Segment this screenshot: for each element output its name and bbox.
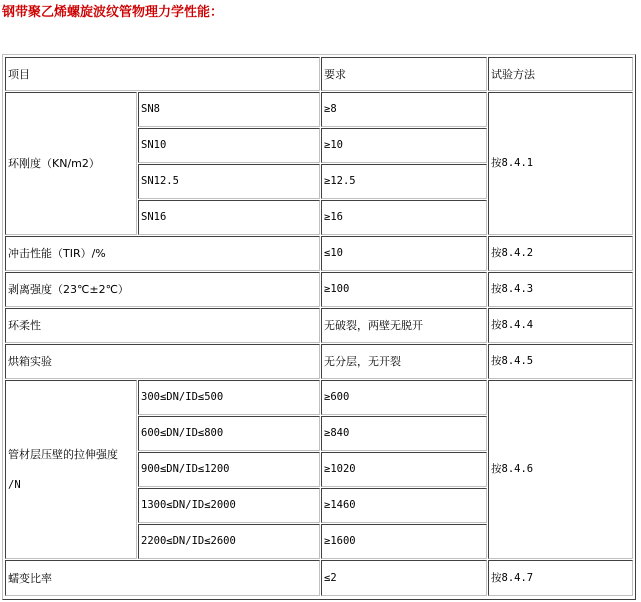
oven-method: 按8.4.5	[488, 344, 633, 379]
peel-req: ≥100	[321, 272, 487, 307]
header-requirement: 要求	[321, 57, 487, 91]
ring-stiffness-method: 按8.4.1	[488, 92, 633, 235]
ring-stiffness-req: ≥8	[321, 92, 487, 127]
oven-label: 烘箱实验	[5, 344, 320, 379]
tensile-req: ≥840	[321, 416, 487, 451]
ring-stiffness-grade: SN16	[138, 200, 320, 235]
tensile-req: ≥1600	[321, 524, 487, 559]
tensile-range: 2200≤DN/ID≤2600	[138, 524, 320, 559]
tensile-req: ≥600	[321, 380, 487, 415]
peel-label: 剥离强度（23℃±2℃）	[5, 272, 320, 307]
peel-method: 按8.4.3	[488, 272, 633, 307]
header-method: 试验方法	[488, 57, 633, 91]
tensile-label-text	[8, 440, 118, 500]
impact-label: 冲击性能（TIR）/%	[5, 236, 320, 271]
tensile-method: 按8.4.6	[488, 380, 633, 559]
tensile-label-line2: /N	[8, 478, 21, 491]
tensile-label	[5, 380, 137, 559]
ring-stiffness-grade: SN8	[138, 92, 320, 127]
tensile-label-line1: 管材层压壁的拉伸强度	[8, 447, 118, 461]
flexibility-req: 无破裂，两壁无脱开	[321, 308, 487, 343]
flexibility-method: 按8.4.4	[488, 308, 633, 343]
tensile-range: 1300≤DN/ID≤2000	[138, 488, 320, 523]
ring-stiffness-req: ≥10	[321, 128, 487, 163]
creep-req: ≤2	[321, 560, 487, 596]
ring-stiffness-label: 环刚度（KN/m2）	[5, 92, 137, 235]
tensile-range: 300≤DN/ID≤500	[138, 380, 320, 415]
creep-method: 按8.4.7	[488, 560, 633, 596]
page-title: 钢带聚乙烯螺旋波纹管物理力学性能：	[2, 5, 224, 20]
ring-stiffness-req: ≥16	[321, 200, 487, 235]
flexibility-label: 环柔性	[5, 308, 320, 343]
creep-label: 蠕变比率	[5, 560, 320, 596]
ring-stiffness-req: ≥12.5	[321, 164, 487, 199]
tensile-range: 600≤DN/ID≤800	[138, 416, 320, 451]
tensile-req: ≥1020	[321, 452, 487, 487]
ring-stiffness-grade: SN10	[138, 128, 320, 163]
tensile-req: ≥1460	[321, 488, 487, 523]
impact-method: 按8.4.2	[488, 236, 633, 271]
tensile-range: 900≤DN/ID≤1200	[138, 452, 320, 487]
ring-stiffness-grade: SN12.5	[138, 164, 320, 199]
header-item: 项目	[5, 57, 320, 91]
impact-req: ≤10	[321, 236, 487, 271]
oven-req: 无分层，无开裂	[321, 344, 487, 379]
